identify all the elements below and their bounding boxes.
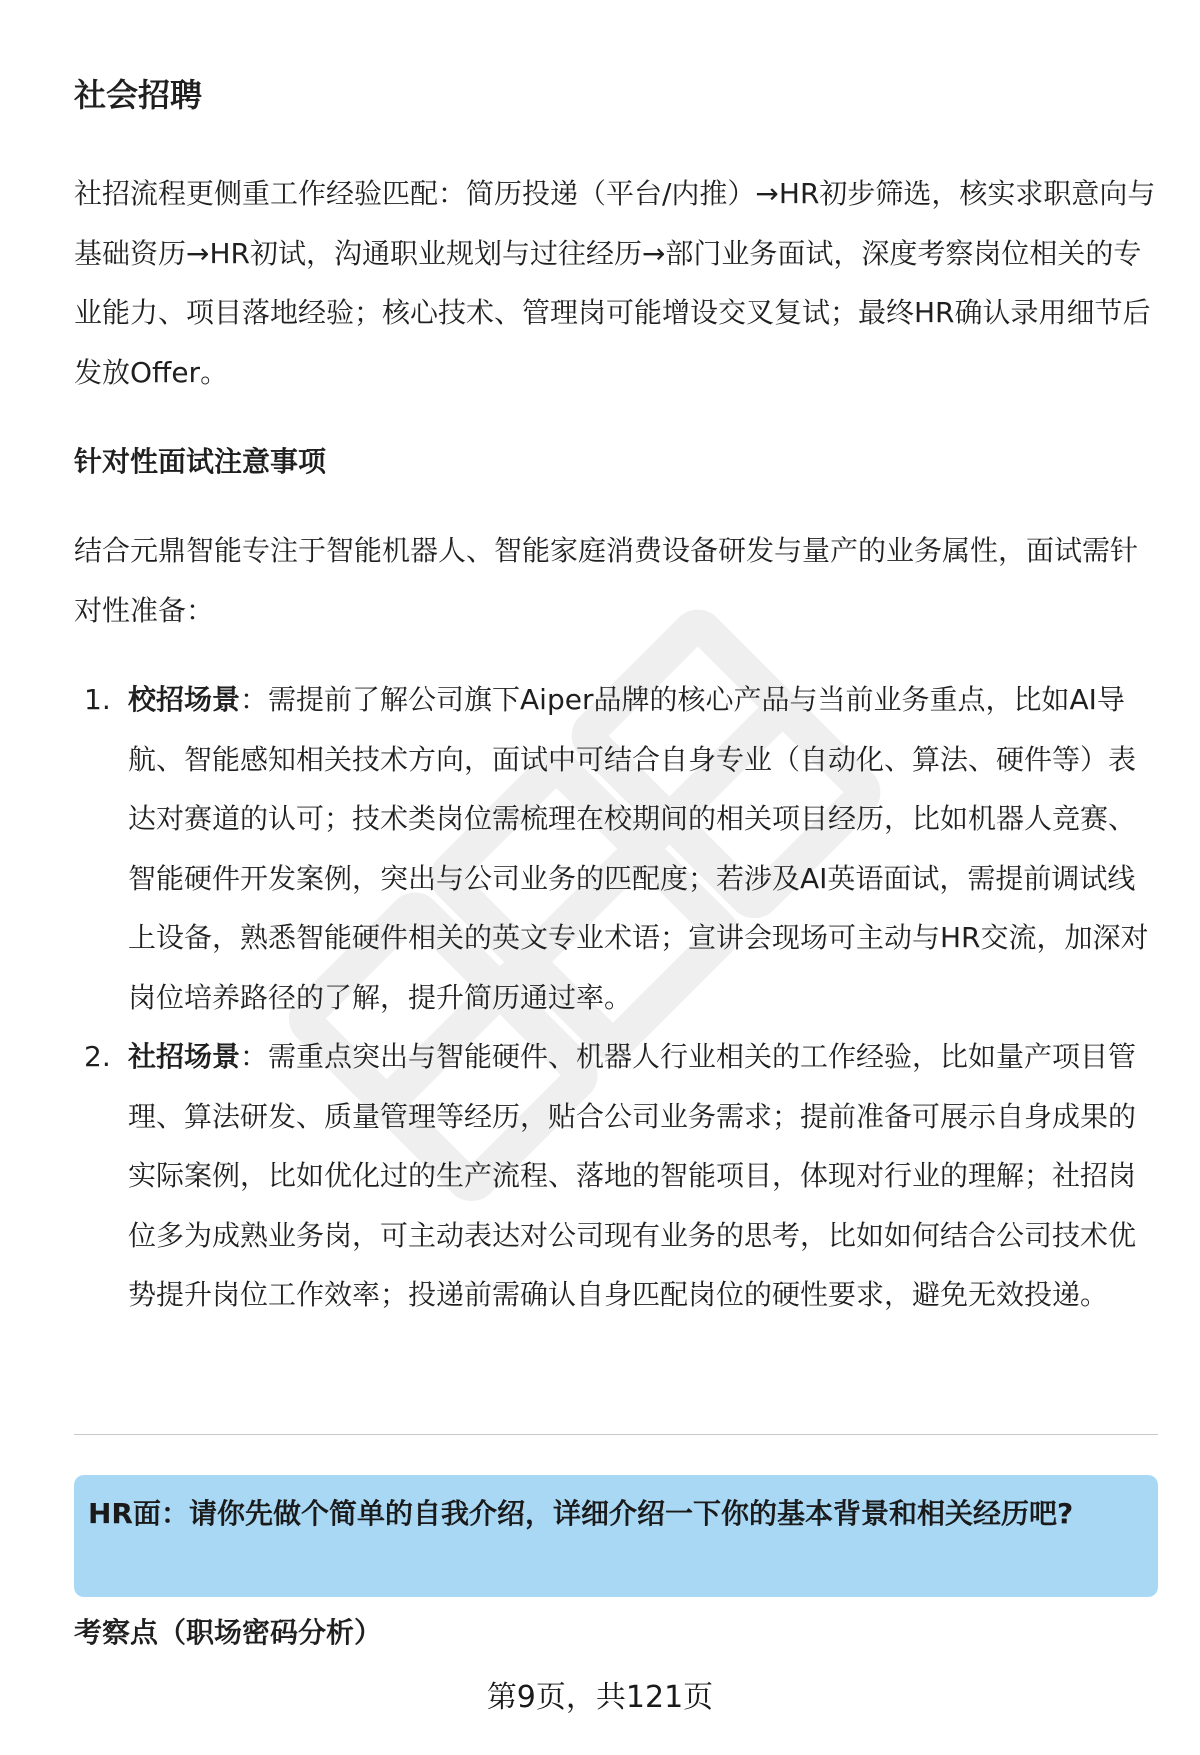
list-item xyxy=(74,1027,1158,1325)
divider xyxy=(74,1434,1158,1435)
list-item-number: 2. xyxy=(84,1040,111,1073)
social-recruitment-paragraph: 社招流程更侧重工作经验匹配：简历投递（平台/内推）→HR初步筛选，核实求职意向与基础资历→HR初试，沟通职业规划与过往经历→部门业务面试，深度考察岗位相关的专业能力、项目落地经验；核心技术、管理岗可能增设交叉复试；最终HR确认录用细节后发放Offer。 xyxy=(74,177,1156,389)
list-item-text: ：需提前了解公司旗下Aiper品牌的核心产品与当前业务重点，比如AI导航、智能感知相关技术方向，面试中可结合自身专业（自动化、算法、硬件等）表达对赛道的认可；技术类岗位需梳理在校期间的相关项目经历，比如机器人竞赛、智能硬件开发案例，突出与公司业务的匹配度；若涉及AI英语面试，需提前调试线上设备，熟悉智能硬件相关的英文专业术语；宣讲会现场可主动与HR交流，加深对岗位培养路径的了解，提升简历通过率。 xyxy=(128,683,1149,1014)
intro-paragraph: 结合元鼎智能专注于智能机器人、智能家庭消费设备研发与量产的业务属性，面试需针对性准备： xyxy=(74,534,1139,627)
subsection-title: 针对性面试注意事项 xyxy=(74,445,327,478)
list-item-number: 1. xyxy=(84,683,111,716)
question-callout xyxy=(74,1475,1158,1597)
list-item-label: 社招场景 xyxy=(128,1040,241,1073)
callout-question: HR面：请你先做个简单的自我介绍，详细介绍一下你的基本背景和相关经历吧? xyxy=(88,1497,1074,1530)
list-item xyxy=(74,670,1158,1027)
section-title: 社会招聘 xyxy=(74,76,203,114)
list-item-text: ：需重点突出与智能硬件、机器人行业相关的工作经验，比如量产项目管理、算法研发、质量管理等经历，贴合公司业务需求；提前准备可展示自身成果的实际案例，比如优化过的生产流程、落地的智能项目，体现对行业的理解；社招岗位多为成熟业务岗，可主动表达对公司现有业务的思考，比如如何结合公司技术优势提升岗位工作效率；投递前需确认自身匹配岗位的硬性要求，避免无效投递。 xyxy=(128,1040,1137,1311)
analysis-title: 考察点（职场密码分析） xyxy=(74,1616,383,1649)
list-item-label: 校招场景 xyxy=(128,683,241,716)
interview-tips-list xyxy=(74,670,1158,1325)
page-footer: 第9页，共121页 xyxy=(486,1680,714,1715)
